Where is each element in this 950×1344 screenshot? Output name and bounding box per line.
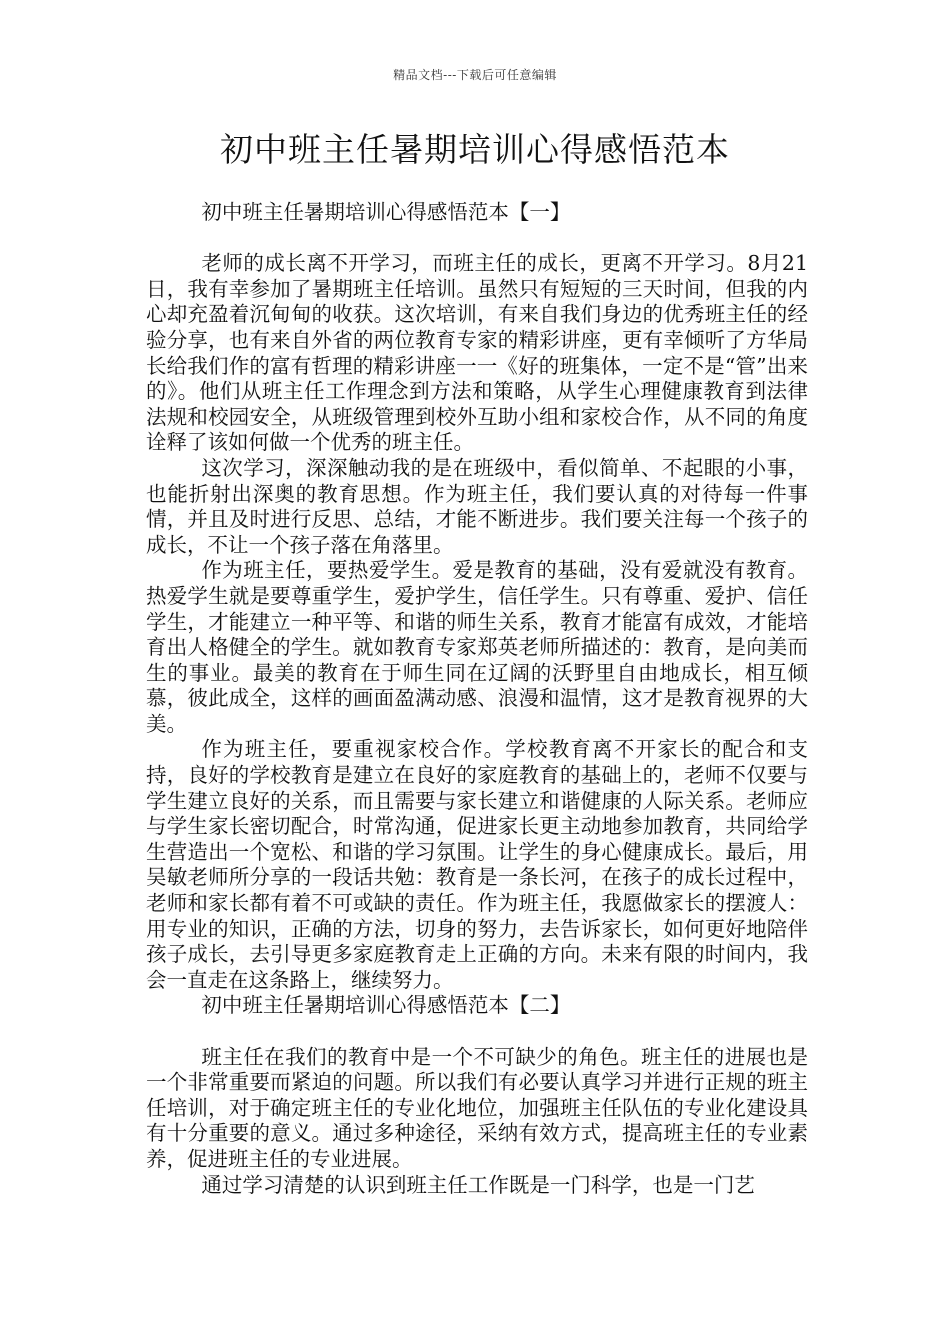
- paragraph: 作为班主任，要重视家校合作。学校教育离不开家长的配合和支持，良好的学校教育是建立在良好的家庭教育的基础上的，老师不仅要与学生建立良好的关系，而且需要与家长建立和谐健康的人际关系。老师应与学生家长密切配合，时常沟通，促进家长更主动地参加教育，共同给学生营造出一个宽松、和谐的学习氛围。让学生的身心健康成长。最后，用吴敏老师所分享的一段话共勉：教育是一条长河，在孩子的成长过程中，老师和家长都有着不可或缺的责任。作为班主任，我愿做家长的摆渡人：用专业的知识，正确的方法，切身的努力，去告诉家长，如何更好地陪伴孩子成长，去引导更多家庭教育走上正确的方向。未来有限的时间内，我会一直走在这条路上，继续努力。: [146, 737, 808, 992]
- paragraph: 作为班主任，要热爱学生。爱是教育的基础，没有爱就没有教育。热爱学生就是要尊重学生，爱护学生，信任学生。只有尊重、爱护、信任学生，才能建立一种平等、和谐的师生关系，教育才能富有成效，才能培育出人格健全的学生。就如教育专家郑英老师所描述的：教育，是向美而生的事业。最美的教育在于师生同在辽阔的沃野里自由地成长，相互倾慕，彼此成全，这样的画面盈满动感、浪漫和温情，这才是教育视界的大美。: [146, 558, 808, 736]
- paragraph: 班主任在我们的教育中是一个不可缺少的角色。班主任的进展也是一个非常重要而紧迫的问题。所以我们有必要认真学习并进行正规的班主任培训，对于确定班主任的专业化地位，加强班主任队伍的专业化建设具有十分重要的意义。通过多种途径，采纳有效方式，提高班主任的专业素养，促进班主任的专业进展。: [146, 1044, 808, 1171]
- section-heading-2: 初中班主任暑期培训心得感悟范本【二】: [201, 993, 571, 1018]
- section-heading-1: 初中班主任暑期培训心得感悟范本【一】: [201, 200, 571, 224]
- paragraph: 这次学习，深深触动我的是在班级中，看似简单、不起眼的小事，也能折射出深奥的教育思想。作为班主任，我们要认真的对待每一件事情，并且及时进行反思、总结，才能不断进步。我们要关注每一个孩子的成长，不让一个孩子落在角落里。: [146, 455, 808, 557]
- paragraph-spacer: [146, 226, 808, 252]
- document-body: [146, 196, 808, 1198]
- header-note: 精品文档---下载后可任意编辑: [393, 68, 557, 82]
- document-title: 初中班主任暑期培训心得感悟范本: [220, 130, 730, 169]
- paragraph: 通过学习清楚的认识到班主任工作既是一门科学，也是一门艺: [201, 1172, 755, 1197]
- paragraph-spacer: [146, 1019, 808, 1045]
- paragraph: 老师的成长离不开学习，而班主任的成长，更离不开学习。8月21日，我有幸参加了暑期班主任培训。虽然只有短短的三天时间，但我的内心却充盈着沉甸甸的收获。这次培训，有来自我们身边的优秀班主任的经验分享，也有来自外省的两位教育专家的精彩讲座，更有幸倾听了方华局长给我们作的富有哲理的精彩讲座一一《好的班集体，一定不是“管”出来的》。他们从班主任工作理念到方法和策略，从学生心理健康教育到法律法规和校园安全，从班级管理到校外互助小组和家校合作，从不同的角度诠释了该如何做一个优秀的班主任。: [146, 251, 808, 455]
